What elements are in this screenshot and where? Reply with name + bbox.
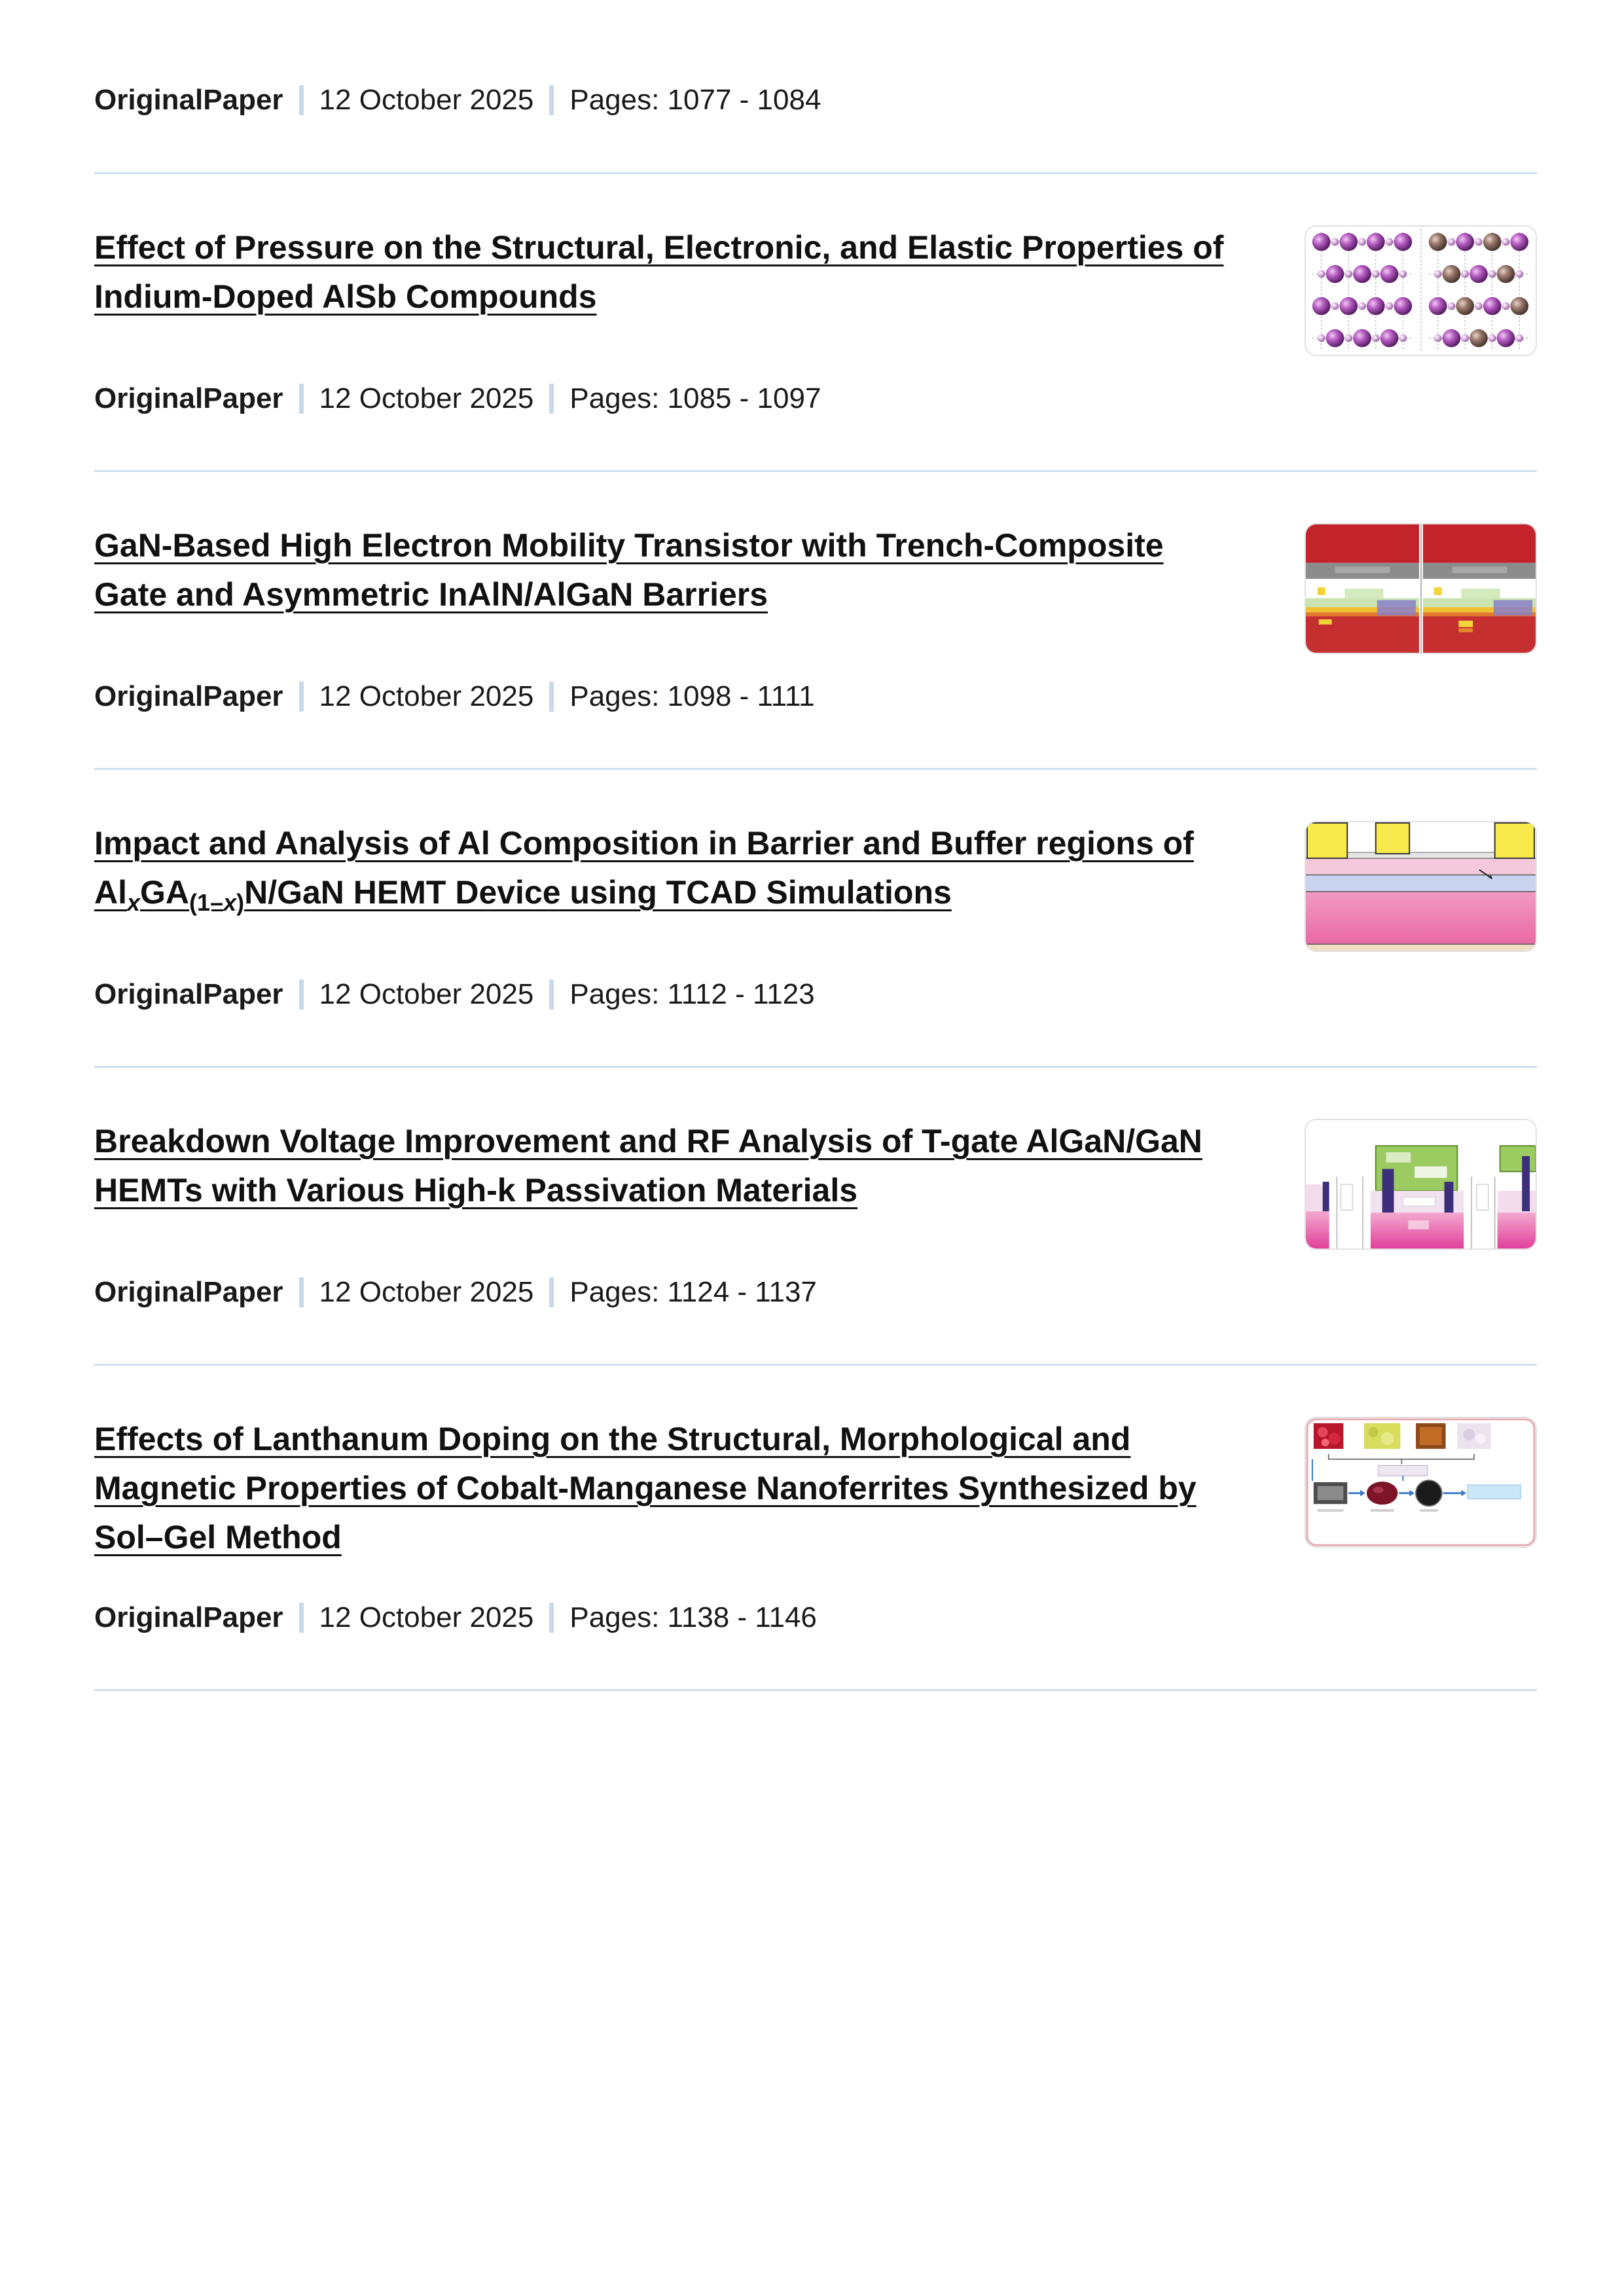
page-range: Pages: 1112 - 1123: [569, 978, 815, 1010]
title-line: Gate and Asymmetric InAlN/AlGaN Barriers: [94, 576, 768, 613]
article-title: [94, 1415, 1197, 1562]
page-range: Pages: 1085 - 1097: [569, 382, 821, 414]
title-line: Effects of Lanthanum Doping on the Structural, Morphological and: [94, 1421, 1131, 1457]
meta-separator: [549, 979, 554, 1010]
meta-separator: [549, 1603, 554, 1633]
subscript-text: (1–: [189, 888, 224, 916]
title-line: Magnetic Properties of Cobalt-Manganese Nanoferrites Synthesized by: [94, 1470, 1197, 1506]
meta-separator: [299, 1603, 304, 1633]
article-title: [94, 819, 1194, 917]
article-title: [94, 1117, 1202, 1215]
article-item: [94, 1068, 1537, 1366]
meta-separator: [299, 384, 304, 414]
article-type: OriginalPaper: [94, 978, 283, 1010]
article-thumbnail: [1305, 523, 1537, 654]
title-text: GA: [140, 874, 190, 911]
title-line: GaN-Based High Electron Mobility Transistor with Trench-Composite: [94, 527, 1164, 564]
article-title-link[interactable]: [94, 521, 1164, 619]
article-item: [94, 174, 1537, 472]
title-line: [94, 868, 952, 917]
meta-separator: [299, 1277, 304, 1307]
meta-separator: [299, 979, 304, 1010]
page-range: Pages: 1124 - 1137: [569, 1276, 817, 1308]
title-text: N/GaN HEMT Device using TCAD Simulations: [244, 874, 952, 911]
article-meta: [94, 382, 1537, 415]
article-type: OriginalPaper: [94, 84, 283, 116]
article-title: [94, 223, 1223, 321]
article-row: [94, 521, 1537, 654]
publication-date: 12 October 2025: [319, 1601, 534, 1633]
title-line: HEMTs with Various High-k Passivation Materials: [94, 1172, 858, 1209]
article-item: [94, 1366, 1537, 1691]
article-type: OriginalPaper: [94, 1276, 283, 1308]
meta-separator: [299, 682, 304, 712]
publication-date: 12 October 2025: [319, 978, 534, 1010]
page-range: Pages: 1098 - 1111: [569, 680, 815, 712]
article-thumbnail: [1305, 1417, 1537, 1548]
article-title-link[interactable]: [94, 1415, 1197, 1562]
publication-date: 12 October 2025: [319, 680, 534, 712]
article-meta: [94, 680, 1537, 713]
article-type: OriginalPaper: [94, 680, 283, 712]
meta-separator: [549, 1277, 554, 1307]
article-type: OriginalPaper: [94, 382, 283, 414]
article-item: [94, 472, 1537, 770]
title-line: Breakdown Voltage Improvement and RF Analysis of T-gate AlGaN/GaN: [94, 1123, 1202, 1159]
t-gate-hemt-image: [1306, 1120, 1536, 1248]
article-row: [94, 1415, 1537, 1575]
article-meta: [94, 1276, 1537, 1309]
page-range: Pages: 1138 - 1146: [569, 1601, 817, 1633]
publication-date: 12 October 2025: [319, 1276, 534, 1308]
article-meta: [94, 84, 1537, 117]
subscript: [127, 889, 140, 916]
article-type: OriginalPaper: [94, 1601, 283, 1633]
publication-date: 12 October 2025: [319, 382, 534, 414]
page-range: Pages: 1077 - 1084: [569, 84, 821, 116]
meta-separator: [549, 682, 554, 712]
publication-date: 12 October 2025: [319, 84, 534, 116]
device-cross-section-image: [1306, 524, 1536, 653]
meta-separator: [549, 384, 554, 414]
article-thumbnail: [1305, 1119, 1537, 1250]
subscript-text: ): [236, 888, 245, 916]
title-text: Al: [94, 874, 127, 911]
title-line: Indium-Doped AlSb Compounds: [94, 278, 597, 315]
crystal-structure-image: [1306, 227, 1536, 355]
subscript-variable: x: [127, 888, 141, 916]
article-meta: [94, 978, 1537, 1011]
article-item: [94, 0, 1537, 174]
title-line: Sol–Gel Method: [94, 1519, 342, 1556]
article-meta: [94, 1601, 1537, 1634]
meta-separator: [549, 85, 554, 115]
article-title-link[interactable]: [94, 819, 1194, 917]
article-thumbnail: [1305, 225, 1537, 356]
article-title: [94, 521, 1164, 619]
article-row: [94, 223, 1537, 356]
article-row: [94, 819, 1537, 952]
article-row: [94, 1117, 1537, 1250]
article-thumbnail: [1305, 821, 1537, 952]
subscript: [189, 889, 244, 916]
subscript-variable: x: [223, 888, 237, 916]
article-title-link[interactable]: [94, 1117, 1202, 1215]
article-item: [94, 770, 1537, 1068]
hemt-structure-image: [1306, 822, 1536, 951]
article-listing: [94, 0, 1537, 1691]
title-line: Impact and Analysis of Al Composition in Barrier and Buffer regions of: [94, 825, 1194, 862]
article-title-link[interactable]: [94, 223, 1223, 321]
meta-separator: [299, 85, 304, 115]
title-line: Effect of Pressure on the Structural, Electronic, and Elastic Properties of: [94, 229, 1224, 266]
synthesis-flowchart-image: [1306, 1418, 1536, 1546]
